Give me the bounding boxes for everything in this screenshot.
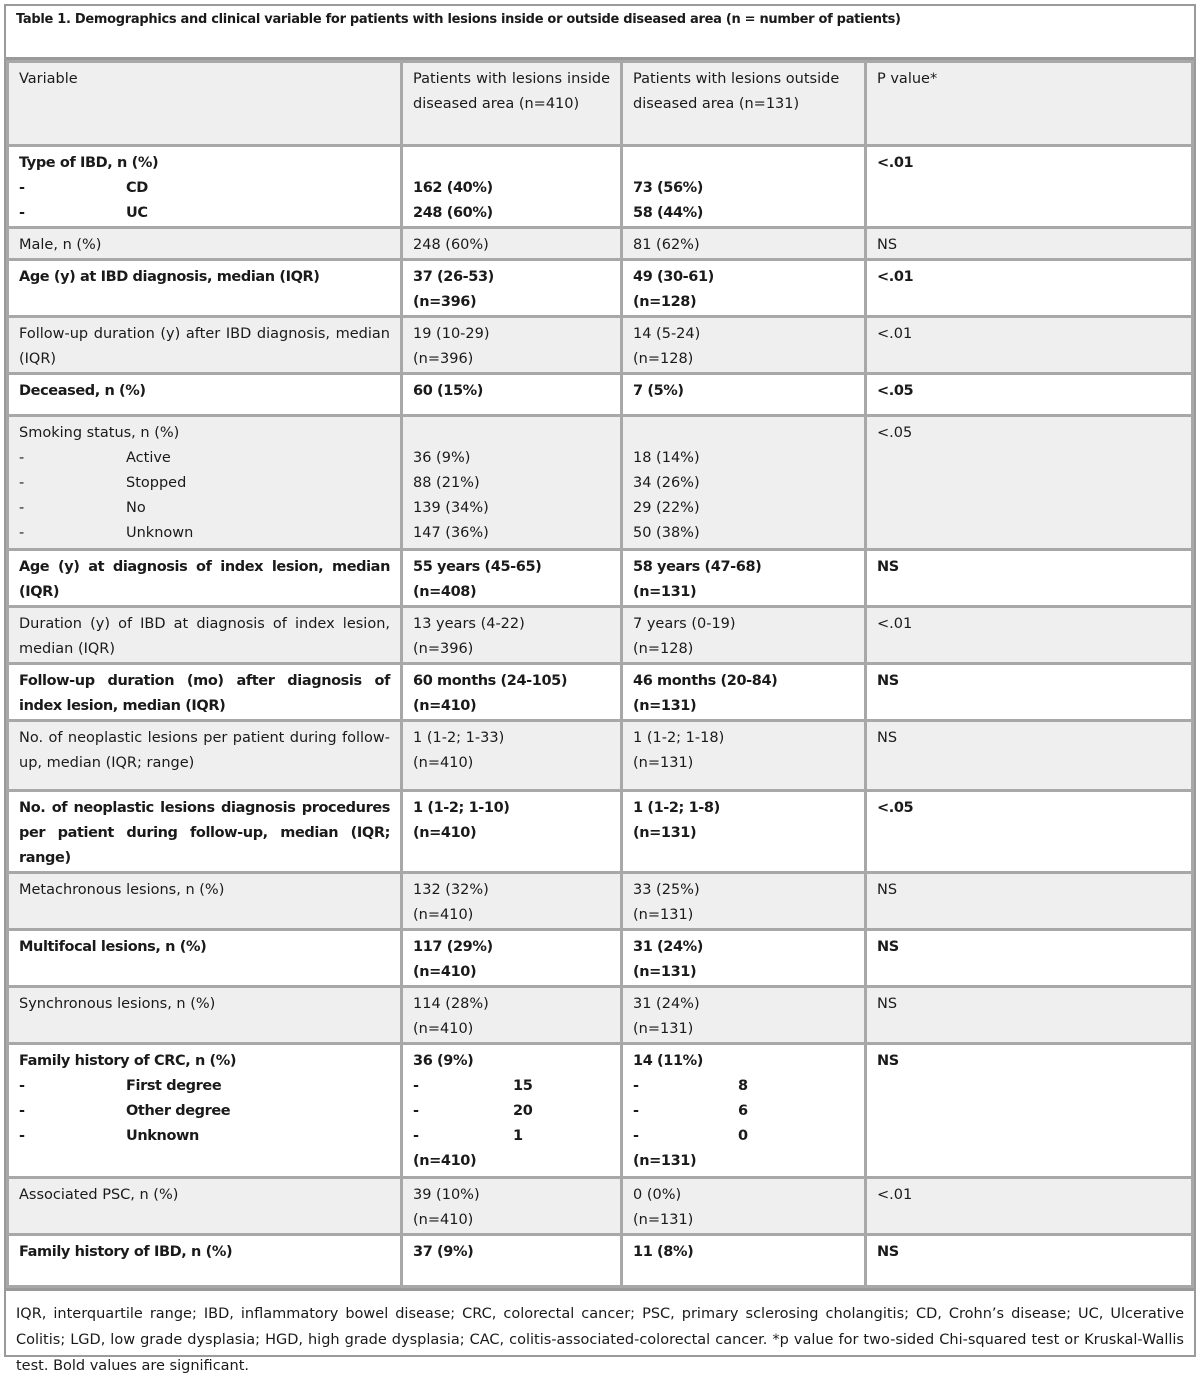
row-label: Follow-up duration (y) after IBD diagnosis, median (IQR) [8, 317, 402, 374]
header-inside: Patients with lesions inside diseased area (n=410) [402, 62, 622, 146]
table-row [8, 260, 1193, 317]
inside-value: 55 years (45-65) (n=408) [402, 550, 622, 607]
table-row [8, 317, 1193, 374]
row-title: Type of IBD, n (%) [19, 155, 159, 171]
p-value: NS [866, 1044, 1193, 1178]
p-value: <.01 [866, 317, 1193, 374]
row-label: Multifocal lesions, n (%) [8, 930, 402, 987]
table-row [8, 416, 1193, 550]
header-row [8, 62, 1193, 146]
outside-value: 1 (1-2; 1-18) (n=131) [622, 721, 866, 791]
outside-value: 31 (24%) (n=131) [622, 930, 866, 987]
inside-value: 162 (40%) 248 (60%) [402, 146, 622, 228]
inside-value: 39 (10%) (n=410) [402, 1178, 622, 1235]
sub-item: - UC [19, 205, 148, 221]
p-value: <.05 [866, 791, 1193, 873]
outside-value: 18 (14%) 34 (26%) 29 (22%) 50 (38%) [622, 416, 866, 550]
inside-value: 1 (1-2; 1-33) (n=410) [402, 721, 622, 791]
table-row [8, 146, 1193, 228]
p-value: NS [866, 930, 1193, 987]
row-label: Male, n (%) [8, 228, 402, 260]
sub-item: - No [19, 500, 146, 516]
sub-item: - CD [19, 180, 148, 196]
sub-item: - Stopped [19, 475, 187, 491]
table-row [8, 228, 1193, 260]
table-caption: Table 1. Demographics and clinical variable for patients with lesions inside or outside diseased area (n = number of patients) [6, 6, 1194, 60]
outside-value: 31 (24%) (n=131) [622, 987, 866, 1044]
p-value: <.01 [866, 260, 1193, 317]
demographics-table [6, 60, 1194, 1288]
inside-value: 60 months (24-105) (n=410) [402, 664, 622, 721]
p-value: NS [866, 987, 1193, 1044]
inside-value: 37 (26-53) (n=396) [402, 260, 622, 317]
outside-value: 81 (62%) [622, 228, 866, 260]
row-label: Synchronous lesions, n (%) [8, 987, 402, 1044]
outside-value: 33 (25%) (n=131) [622, 873, 866, 930]
table-row [8, 1178, 1193, 1235]
row-label: Deceased, n (%) [8, 374, 402, 416]
p-value: <.05 [866, 416, 1193, 550]
outside-value: 1 (1-2; 1-8) (n=131) [622, 791, 866, 873]
header-outside: Patients with lesions outside diseased area (n=131) [622, 62, 866, 146]
inside-value: 19 (10-29) (n=396) [402, 317, 622, 374]
inside-value: 132 (32%) (n=410) [402, 873, 622, 930]
row-title: Smoking status, n (%) [19, 425, 180, 441]
table-row [8, 987, 1193, 1044]
row-label: Follow-up duration (mo) after diagnosis of index lesion, median (IQR) [8, 664, 402, 721]
p-value: NS [866, 664, 1193, 721]
inside-value: 117 (29%) (n=410) [402, 930, 622, 987]
table-row [8, 930, 1193, 987]
sub-item: - Other degree [19, 1103, 231, 1119]
row-label [8, 146, 402, 228]
row-label [8, 416, 402, 550]
table-row [8, 791, 1193, 873]
inside-value: 37 (9%) [402, 1235, 622, 1287]
outside-value: 7 (5%) [622, 374, 866, 416]
table-row [8, 873, 1193, 930]
inside-value: 36 (9%) - 15 - 20 - 1 (n=410) [402, 1044, 622, 1178]
header-variable: Variable [8, 62, 402, 146]
inside-value: 114 (28%) (n=410) [402, 987, 622, 1044]
outside-value: 14 (5-24) (n=128) [622, 317, 866, 374]
row-label: Metachronous lesions, n (%) [8, 873, 402, 930]
table-row [8, 1235, 1193, 1287]
p-value: <.01 [866, 146, 1193, 228]
row-label: Age (y) at diagnosis of index lesion, median (IQR) [8, 550, 402, 607]
row-label: Family history of IBD, n (%) [8, 1235, 402, 1287]
sub-item: - Unknown [19, 525, 194, 541]
inside-value: 60 (15%) [402, 374, 622, 416]
table-row [8, 374, 1193, 416]
inside-value: 36 (9%) 88 (21%) 139 (34%) 147 (36%) [402, 416, 622, 550]
row-label: No. of neoplastic lesions per patient during follow-up, median (IQR; range) [8, 721, 402, 791]
p-value: NS [866, 228, 1193, 260]
p-value: NS [866, 721, 1193, 791]
table-row [8, 721, 1193, 791]
p-value: <.01 [866, 1178, 1193, 1235]
outside-value: 58 years (47-68) (n=131) [622, 550, 866, 607]
outside-value: 7 years (0-19) (n=128) [622, 607, 866, 664]
outside-value: 11 (8%) [622, 1235, 866, 1287]
p-value: <.05 [866, 374, 1193, 416]
sub-item: - Active [19, 450, 171, 466]
row-label: Age (y) at IBD diagnosis, median (IQR) [8, 260, 402, 317]
sub-item: - Unknown [19, 1128, 199, 1144]
p-value: <.01 [866, 607, 1193, 664]
row-title: Family history of CRC, n (%) [19, 1053, 237, 1069]
row-label [8, 1044, 402, 1178]
header-pvalue: P value* [866, 62, 1193, 146]
row-label: No. of neoplastic lesions diagnosis procedures per patient during follow-up, median (IQR; range) [8, 791, 402, 873]
row-label: Associated PSC, n (%) [8, 1178, 402, 1235]
table-document [4, 4, 1196, 1374]
inside-value: 13 years (4-22) (n=396) [402, 607, 622, 664]
p-value: NS [866, 1235, 1193, 1287]
p-value: NS [866, 873, 1193, 930]
outside-value: 73 (56%) 58 (44%) [622, 146, 866, 228]
sub-item: - First degree [19, 1078, 222, 1094]
p-value: NS [866, 550, 1193, 607]
table-row [8, 1044, 1193, 1178]
inside-value: 248 (60%) [402, 228, 622, 260]
outside-value: 14 (11%) - 8 - 6 - 0 (n=131) [622, 1044, 866, 1178]
table-row [8, 550, 1193, 607]
outside-value: 49 (30-61) (n=128) [622, 260, 866, 317]
row-label: Duration (y) of IBD at diagnosis of index lesion, median (IQR) [8, 607, 402, 664]
table-footnote: IQR, interquartile range; IBD, inflammatory bowel disease; CRC, colorectal cancer; PSC, primary sclerosing cholangitis; CD, Crohn’s disease; UC, Ulcerative Colitis; LGD, low grade dysplasia; HGD, high grade dysplasia; CAC, colitis-associated-colorectal cancer. *p value for two-sided Chi-squared test or Kruskal-Wallis test. Bold values are significant. [6, 1288, 1194, 1379]
table-row [8, 607, 1193, 664]
inside-value: 1 (1-2; 1-10) (n=410) [402, 791, 622, 873]
table-row [8, 664, 1193, 721]
outside-value: 46 months (20-84) (n=131) [622, 664, 866, 721]
outside-value: 0 (0%) (n=131) [622, 1178, 866, 1235]
